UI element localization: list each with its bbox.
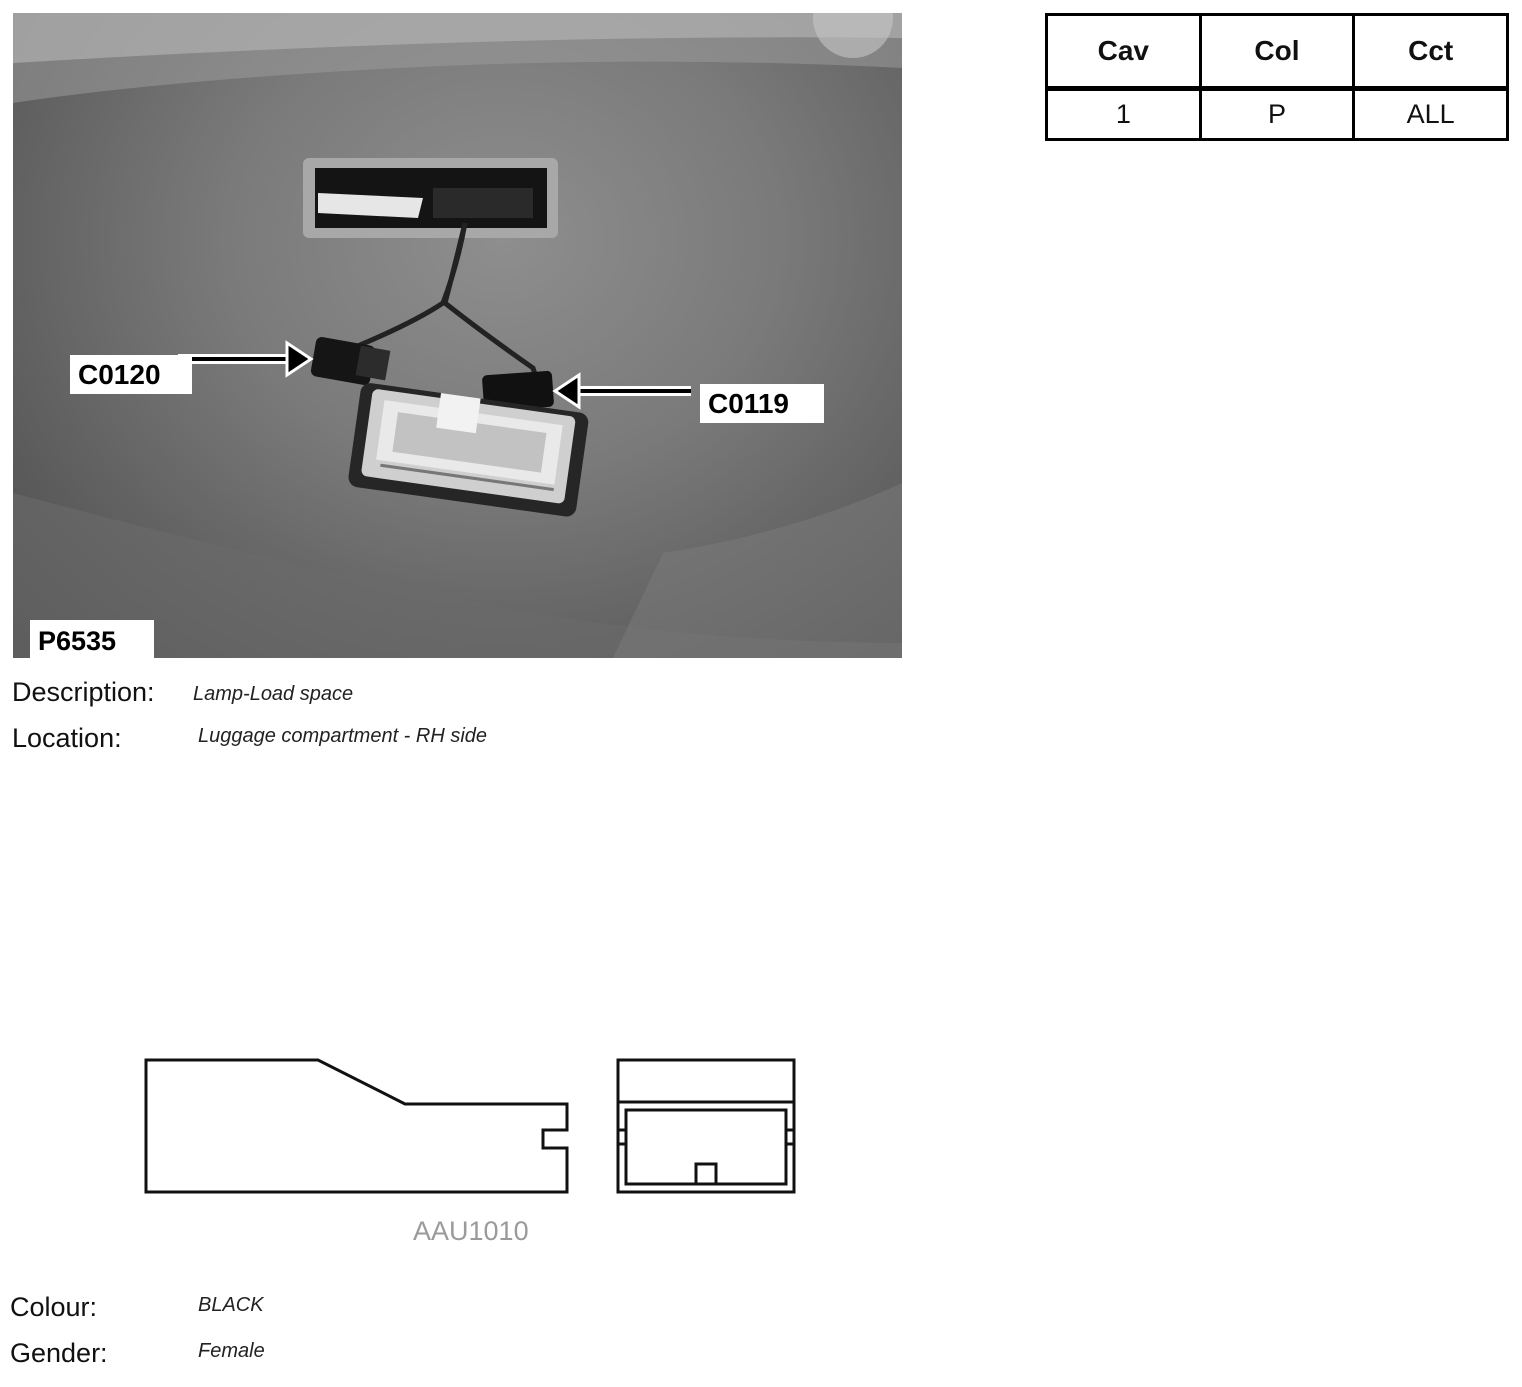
- column-header-cct: Cct: [1354, 15, 1508, 89]
- connector-side-view: [146, 1060, 567, 1192]
- cell-cavity: 1: [1047, 89, 1201, 140]
- callout-c0119: C0119: [700, 384, 824, 423]
- cell-colour: P: [1200, 89, 1354, 140]
- pin-table: [1045, 13, 1509, 141]
- description-label: Description:: [12, 677, 155, 707]
- colour-label: Colour:: [10, 1292, 98, 1322]
- connector-part-number: AAU1010: [413, 1216, 529, 1246]
- component-photo: [13, 13, 902, 658]
- callout-c0120: C0120: [70, 355, 192, 394]
- location-value: Luggage compartment - RH side: [198, 725, 488, 747]
- connector-end-view: [618, 1060, 794, 1192]
- colour-value: BLACK: [198, 1294, 264, 1316]
- column-header-cav: Cav: [1047, 15, 1201, 89]
- connector-drawing: [130, 1030, 830, 1220]
- description-value: Lamp-Load space: [193, 683, 354, 705]
- column-header-col: Col: [1200, 15, 1354, 89]
- table-row: [1047, 89, 1508, 140]
- photo-scene: [13, 13, 902, 658]
- gender-value: Female: [198, 1340, 265, 1362]
- photo-reference-label: P6535: [30, 620, 154, 658]
- location-label: Location:: [12, 723, 122, 753]
- gender-label: Gender:: [10, 1338, 108, 1368]
- pin-table-header-row: [1047, 15, 1508, 89]
- cell-circuit: ALL: [1354, 89, 1508, 140]
